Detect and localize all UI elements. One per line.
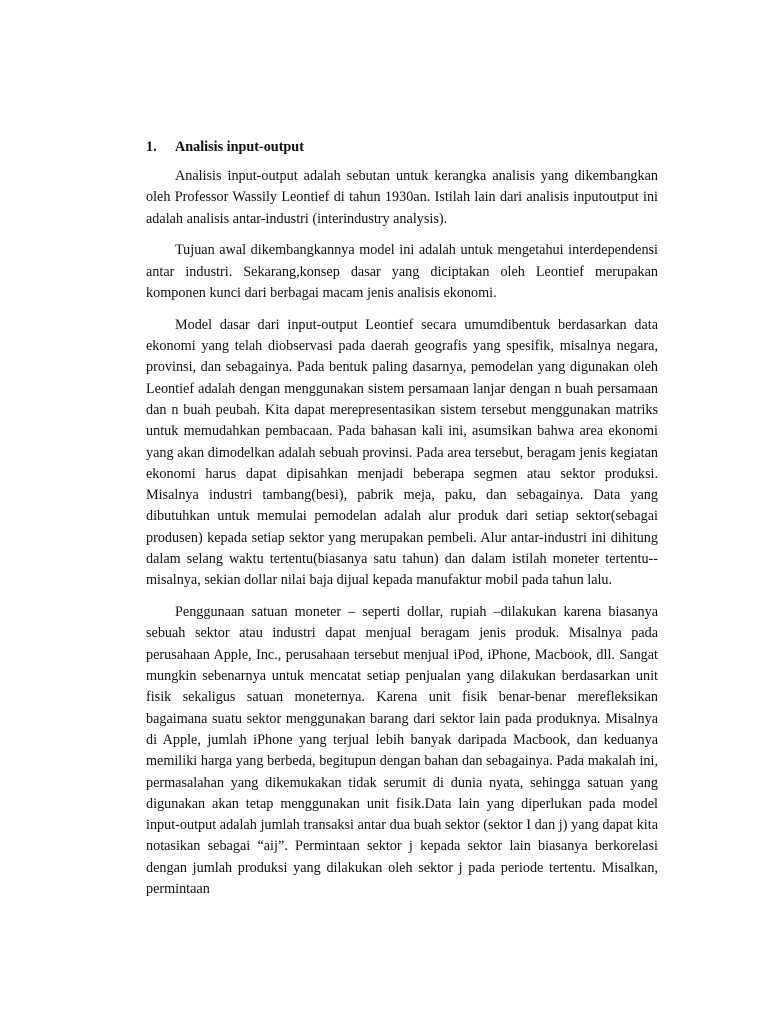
section-title: Analisis input-output [175,139,304,155]
paragraph-4: Penggunaan satuan moneter – seperti dollar, rupiah –dilakukan karena biasanya sebuah sektor atau industri dapat menjual beragam jenis produk. Misalnya pada perusahaan Apple, Inc., perusahaan tersebut menjual iPod, iPhone, Macbook, dll. Sangat mungkin sebenarnya untuk mencatat setiap penjualan yang dilakukan berdasarkan unit fisik sekaligus satuan moneternya. Karena unit fisik benar-benar merefleksikan bagaimana suatu sektor menggunakan barang dari sektor lain pada produknya. Misalnya di Apple, jumlah iPhone yang terjual lebih banyak daripada Macbook, dan keduanya memiliki harga yang berbeda, begitupun dengan bahan dan sebagainya. Pada makalah ini, permasalahan yang dikemukakan tidak serumit di dunia nyata, sehingga satuan yang digunakan akan tetap menggunakan unit fisik.Data lain yang diperlukan pada model input-output adalah jumlah transaksi antar dua buah sektor (sektor I dan j) yang dapat kita notasikan sebagai “aij”. Permintaan sektor j kepada sektor lain biasanya berkorelasi dengan jumlah produksi yang dilakukan oleh sektor j pada periode tertentu. Misalkan, permintaan [146,604,658,897]
paragraph-2: Tujuan awal dikembangkannya model ini adalah untuk mengetahui interdependensi antar industri. Sekarang,konsep dasar yang diciptakan oleh Leontief merupakan komponen kunci dari berbagai macam jenis analisis ekonomi. [146,242,658,301]
section-number: 1. [146,139,157,155]
section-heading [146,137,658,157]
paragraph-3: Model dasar dari input-output Leontief secara umumdibentuk berdasarkan data ekonomi yang telah diobservasi pada daerah geografis yang spesifik, misalnya negara, provinsi, dan sebagainya. Pada bentuk paling dasarnya, pemodelan yang digunakan oleh Leontief adalah dengan menggunakan sistem persamaan lanjar dengan n buah persamaan dan n buah peubah. Kita dapat merepresentasikan sistem tersebut menggunakan matriks untuk memudahkan pembacaan. Pada bahasan kali ini, asumsikan bahwa area ekonomi yang akan dimodelkan adalah sebuah provinsi. Pada area tersebut, beragam jenis kegiatan ekonomi harus dapat dipisahkan menjadi beberapa segmen atau sektor produksi. Misalnya industri tambang(besi), pabrik meja, paku, dan sebagainya. Data yang dibutuhkan untuk memulai pemodelan adalah alur produk dari setiap sektor(sebagai produsen) kepada setiap sektor yang merupakan pembeli. Alur antar-industri ini dihitung dalam selang waktu tertentu(biasanya satu tahun) dan dalam istilah moneter tertentu--misalnya, sekian dollar nilai baja dijual kepada manufaktur mobil pada tahun lalu. [146,316,658,589]
document-page [146,137,658,911]
paragraph-1: Analisis input-output adalah sebutan untuk kerangka analisis yang dikembangkan oleh Professor Wassily Leontief di tahun 1930an. Istilah lain dari analisis inputoutput ini adalah analisis antar-industri (interindustry analysis). [146,168,658,227]
